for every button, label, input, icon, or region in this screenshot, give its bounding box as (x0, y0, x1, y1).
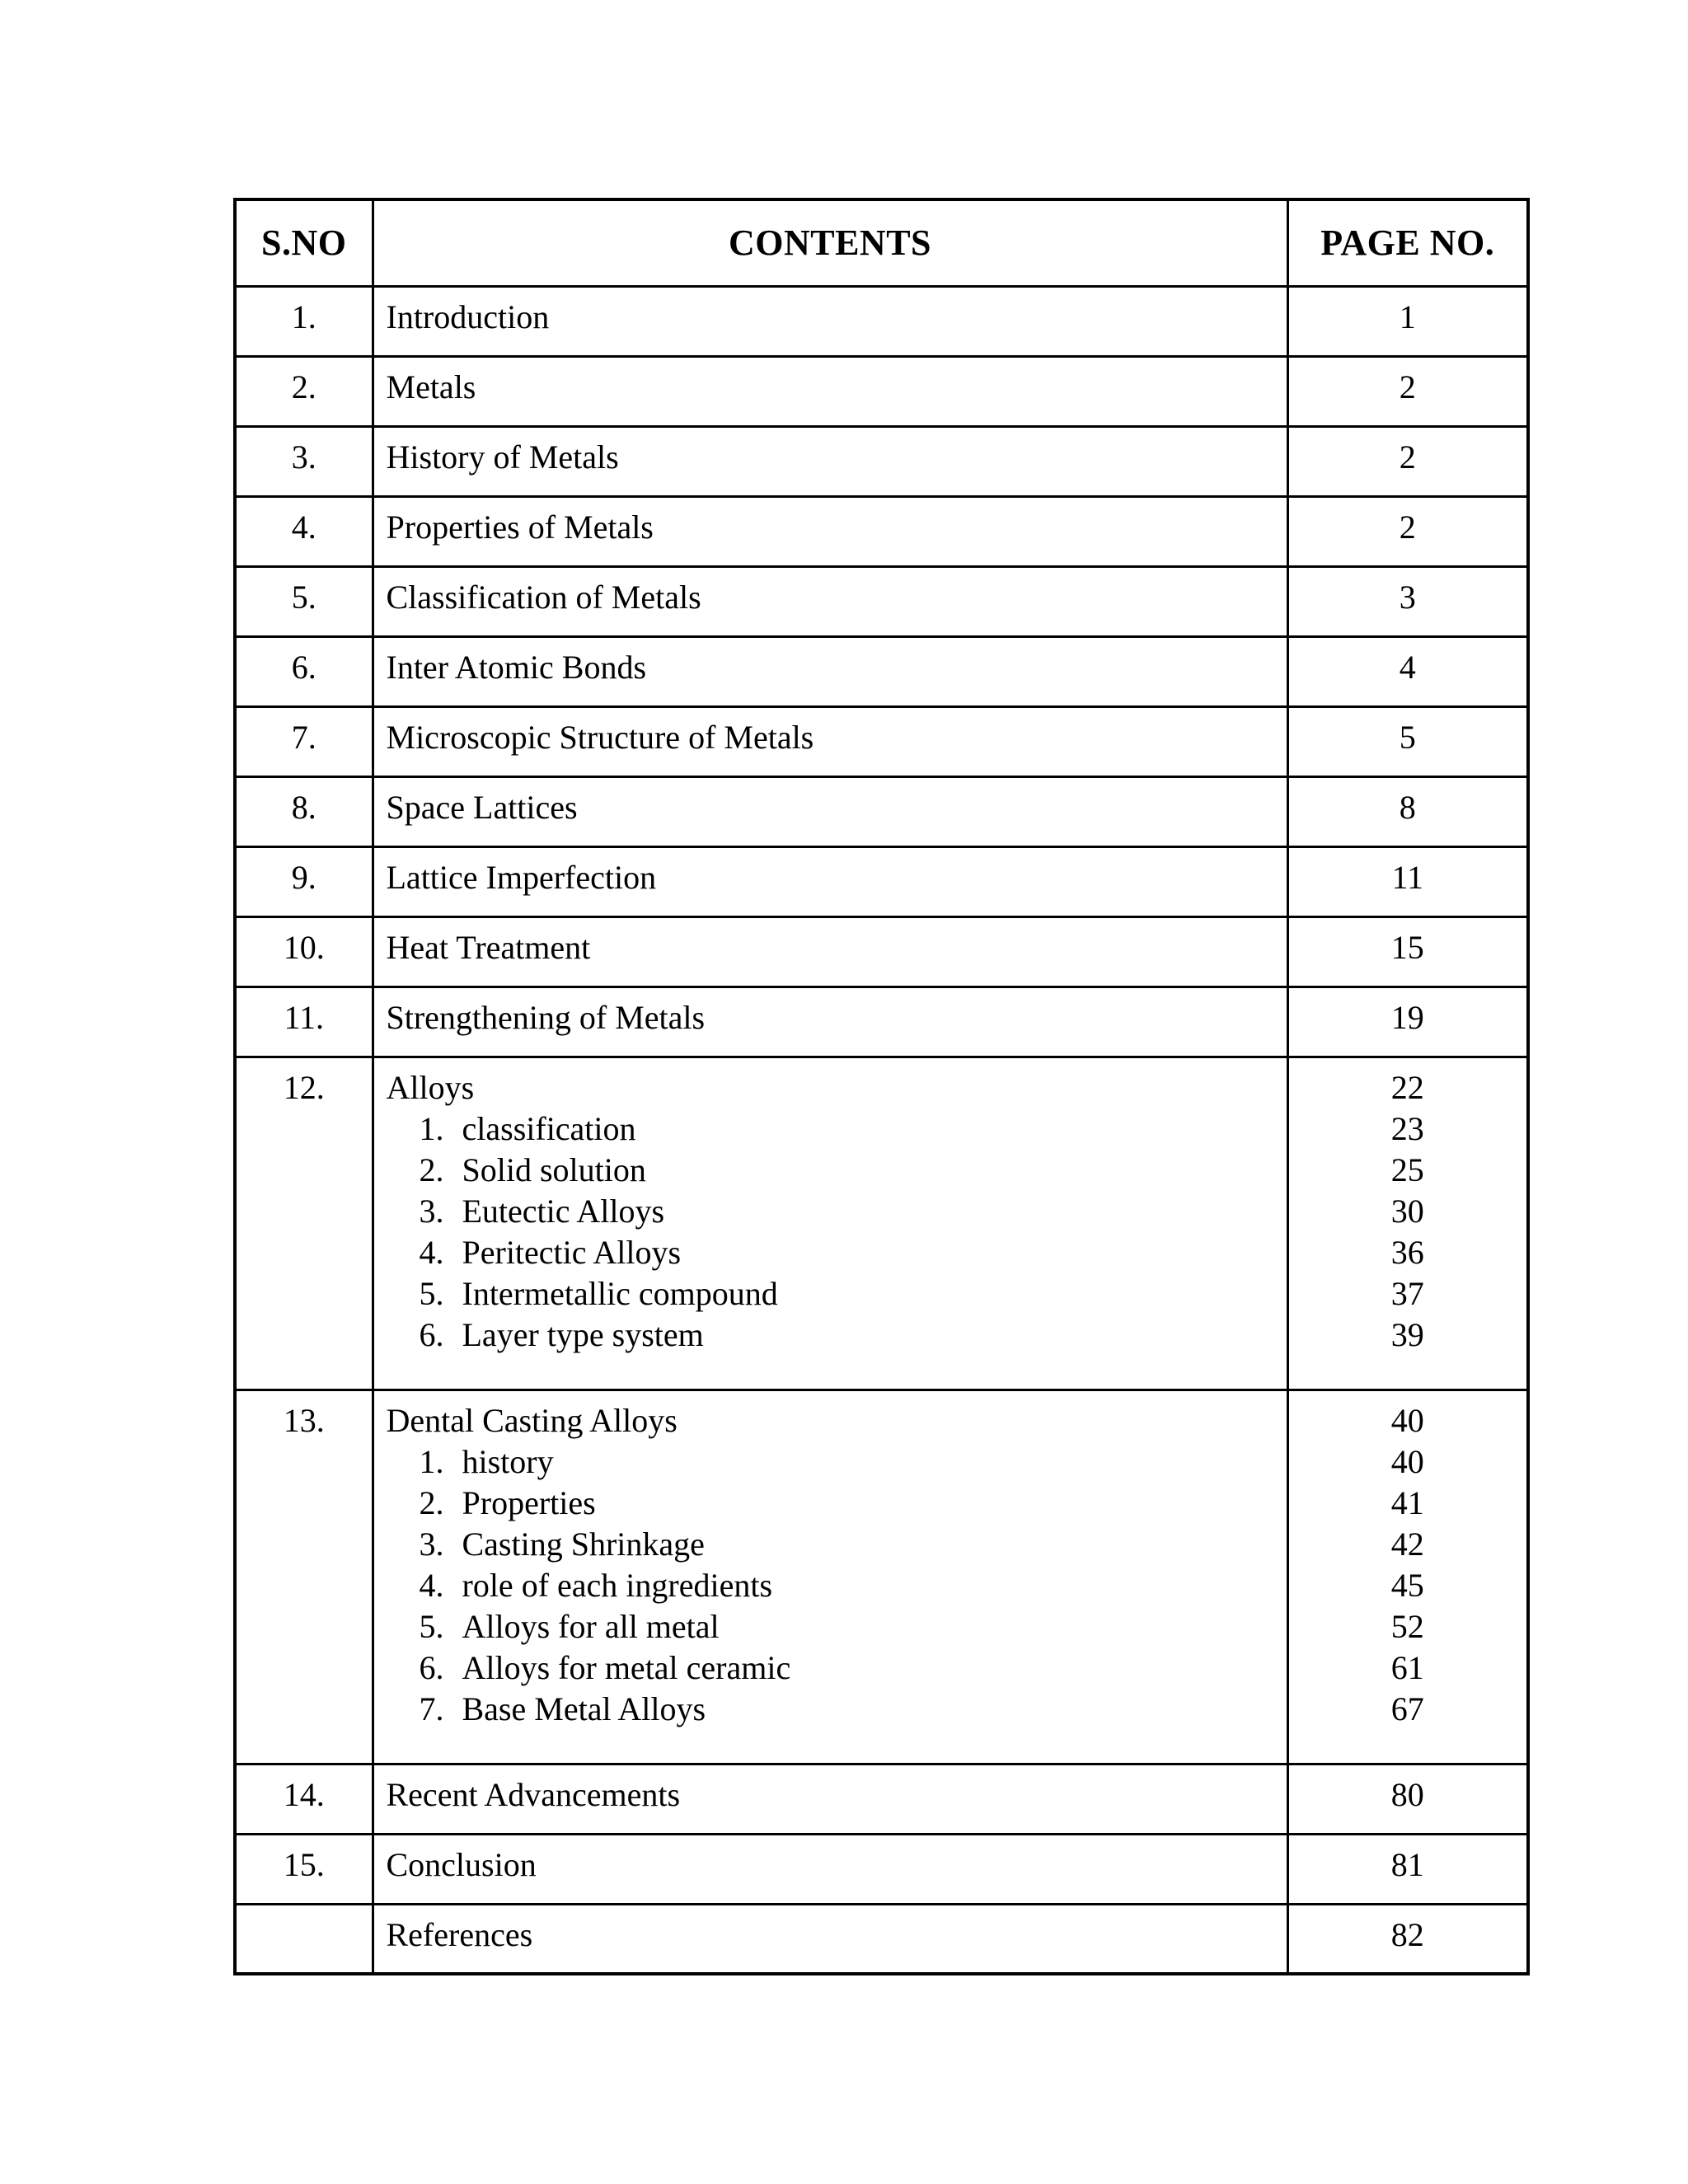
page-number-cell (1287, 426, 1528, 496)
sub-item-label: Solid solution (462, 1151, 646, 1188)
row-title: Microscopic Structure of Metals (386, 718, 814, 756)
row-title: History of Metals (386, 438, 619, 476)
sub-item-label: Eutectic Alloys (462, 1192, 665, 1230)
table-row (235, 1390, 1528, 1764)
table-row (235, 286, 1528, 356)
serial-number-cell: 5. (235, 566, 373, 636)
page-number-cell (1287, 1834, 1528, 1904)
sub-item-number: 7. (419, 1690, 444, 1727)
table-row (235, 706, 1528, 776)
row-page-number: 2 (1399, 508, 1416, 546)
sub-item-number: 1. (419, 1109, 444, 1147)
row-page-number: 5 (1399, 718, 1416, 756)
sub-item (387, 1647, 1282, 1689)
row-page-number: 81 (1390, 1845, 1424, 1883)
row-page-number: 82 (1390, 1915, 1424, 1953)
contents-cell (373, 846, 1287, 916)
sub-item-page-number: 36 (1390, 1233, 1424, 1271)
header-contents: CONTENTS (373, 199, 1287, 286)
row-title: Metals (386, 368, 476, 405)
sub-item-page-number: 25 (1390, 1151, 1424, 1188)
contents-table (233, 198, 1530, 1975)
row-page-number: 19 (1390, 998, 1424, 1036)
serial-number-cell: 15. (235, 1834, 373, 1904)
row-page-number: 80 (1390, 1775, 1424, 1813)
sub-item-number: 4. (419, 1566, 444, 1604)
page-number-cell (1287, 566, 1528, 636)
row-page-number: 1 (1399, 298, 1416, 335)
sub-item-label: classification (462, 1109, 636, 1147)
sub-item (387, 1483, 1282, 1524)
sub-item-number: 5. (419, 1607, 444, 1645)
sub-item-number: 1. (419, 1442, 444, 1480)
serial-number-cell: 7. (235, 706, 373, 776)
contents-cell (373, 496, 1287, 566)
page-number-cell (1287, 636, 1528, 706)
row-page-number: 3 (1399, 578, 1416, 616)
serial-number-cell: 12. (235, 1057, 373, 1390)
page-number-cell (1287, 1057, 1528, 1390)
row-title: Alloys (386, 1068, 475, 1106)
row-page-number: 2 (1399, 438, 1416, 476)
table-row (235, 566, 1528, 636)
table-row (235, 1057, 1528, 1390)
header-page-no: PAGE NO. (1287, 199, 1528, 286)
table-row (235, 987, 1528, 1057)
sub-item (387, 1524, 1282, 1565)
sub-item-label: Base Metal Alloys (462, 1690, 706, 1727)
page-number-cell (1287, 776, 1528, 846)
serial-number-cell: 11. (235, 987, 373, 1057)
row-page-number: 22 (1390, 1068, 1424, 1106)
sub-item-page-number: 41 (1390, 1483, 1424, 1521)
sub-item-page-number: 61 (1390, 1648, 1424, 1686)
contents-cell (373, 916, 1287, 987)
sub-item-page-number: 45 (1390, 1566, 1424, 1604)
sub-item-page-number: 37 (1390, 1274, 1424, 1312)
row-title: Properties of Metals (386, 508, 654, 546)
serial-number-cell: 9. (235, 846, 373, 916)
serial-number-cell: 6. (235, 636, 373, 706)
contents-cell (373, 356, 1287, 426)
sub-item-number: 6. (419, 1648, 444, 1686)
sub-item-label: Peritectic Alloys (462, 1233, 682, 1271)
contents-cell (373, 987, 1287, 1057)
sub-item-number: 3. (419, 1192, 444, 1230)
page-number-cell (1287, 916, 1528, 987)
row-page-number: 4 (1399, 648, 1416, 686)
sub-item (387, 1232, 1282, 1273)
page-number-cell (1287, 706, 1528, 776)
table-row (235, 1904, 1528, 1974)
sub-item-label: history (462, 1442, 554, 1480)
contents-cell (373, 1390, 1287, 1764)
serial-number-cell: 10. (235, 916, 373, 987)
toc-body (235, 286, 1528, 1974)
row-title: Recent Advancements (386, 1775, 681, 1813)
table-row (235, 846, 1528, 916)
sub-item (387, 1191, 1282, 1232)
sub-item (387, 1315, 1282, 1356)
sub-item (387, 1441, 1282, 1483)
row-title: Space Lattices (386, 788, 578, 826)
header-sno: S.NO (235, 199, 373, 286)
page-number-cell (1287, 286, 1528, 356)
sub-item-page-number: 42 (1390, 1525, 1424, 1563)
serial-number-cell: 13. (235, 1390, 373, 1764)
row-page-number: 2 (1399, 368, 1416, 405)
table-row (235, 636, 1528, 706)
sub-item (387, 1565, 1282, 1606)
sub-item-label: Properties (462, 1483, 596, 1521)
serial-number-cell (235, 1904, 373, 1974)
contents-cell (373, 636, 1287, 706)
serial-number-cell: 3. (235, 426, 373, 496)
row-title: References (386, 1915, 533, 1953)
row-title: Inter Atomic Bonds (386, 648, 647, 686)
row-page-number: 40 (1390, 1401, 1424, 1439)
sub-item-label: Intermetallic compound (462, 1274, 778, 1312)
sub-item-number: 4. (419, 1233, 444, 1271)
sub-item-number: 6. (419, 1315, 444, 1353)
row-page-number: 15 (1390, 928, 1424, 966)
contents-cell (373, 1834, 1287, 1904)
page-number-cell (1287, 1390, 1528, 1764)
contents-cell (373, 426, 1287, 496)
serial-number-cell: 2. (235, 356, 373, 426)
sub-item-number: 3. (419, 1525, 444, 1563)
sub-item-page-number: 23 (1390, 1109, 1424, 1147)
page-number-cell (1287, 846, 1528, 916)
sub-item-label: Casting Shrinkage (462, 1525, 705, 1563)
sub-item (387, 1150, 1282, 1191)
row-page-number: 11 (1391, 858, 1423, 896)
sub-item-page-number: 30 (1390, 1192, 1424, 1230)
page-number-cell (1287, 356, 1528, 426)
page-number-cell (1287, 496, 1528, 566)
sub-item-label: Alloys for metal ceramic (462, 1648, 791, 1686)
contents-cell (373, 1057, 1287, 1390)
contents-cell (373, 1904, 1287, 1974)
row-title: Classification of Metals (386, 578, 701, 616)
row-title: Heat Treatment (386, 928, 591, 966)
row-title: Introduction (386, 298, 550, 335)
sub-item-page-number: 67 (1390, 1690, 1424, 1727)
row-title: Conclusion (386, 1845, 537, 1883)
sub-item-label: Alloys for all metal (462, 1607, 720, 1645)
page-number-cell (1287, 987, 1528, 1057)
contents-cell (373, 706, 1287, 776)
sub-item-number: 2. (419, 1483, 444, 1521)
contents-cell (373, 566, 1287, 636)
contents-cell (373, 286, 1287, 356)
sub-item-page-number: 52 (1390, 1607, 1424, 1645)
table-row (235, 356, 1528, 426)
table-row (235, 776, 1528, 846)
table-row (235, 1834, 1528, 1904)
sub-item (387, 1606, 1282, 1647)
sub-item-page-number: 40 (1390, 1442, 1424, 1480)
row-title: Lattice Imperfection (386, 858, 657, 896)
row-title: Strengthening of Metals (386, 998, 706, 1036)
serial-number-cell: 1. (235, 286, 373, 356)
sub-item (387, 1108, 1282, 1150)
table-row (235, 426, 1528, 496)
serial-number-cell: 4. (235, 496, 373, 566)
page-number-cell (1287, 1904, 1528, 1974)
sub-item-label: role of each ingredients (462, 1566, 773, 1604)
row-page-number: 8 (1399, 788, 1416, 826)
table-header-row (235, 199, 1528, 286)
table-row (235, 916, 1528, 987)
serial-number-cell: 14. (235, 1764, 373, 1834)
table-row (235, 1764, 1528, 1834)
sub-item-label: Layer type system (462, 1315, 704, 1353)
table-row (235, 496, 1528, 566)
page-number-cell (1287, 1764, 1528, 1834)
sub-item (387, 1689, 1282, 1730)
contents-cell (373, 1764, 1287, 1834)
sub-item-page-number: 39 (1390, 1315, 1424, 1353)
sub-item (387, 1273, 1282, 1315)
row-title: Dental Casting Alloys (386, 1401, 678, 1439)
sub-item-number: 5. (419, 1274, 444, 1312)
contents-cell (373, 776, 1287, 846)
serial-number-cell: 8. (235, 776, 373, 846)
sub-item-number: 2. (419, 1151, 444, 1188)
